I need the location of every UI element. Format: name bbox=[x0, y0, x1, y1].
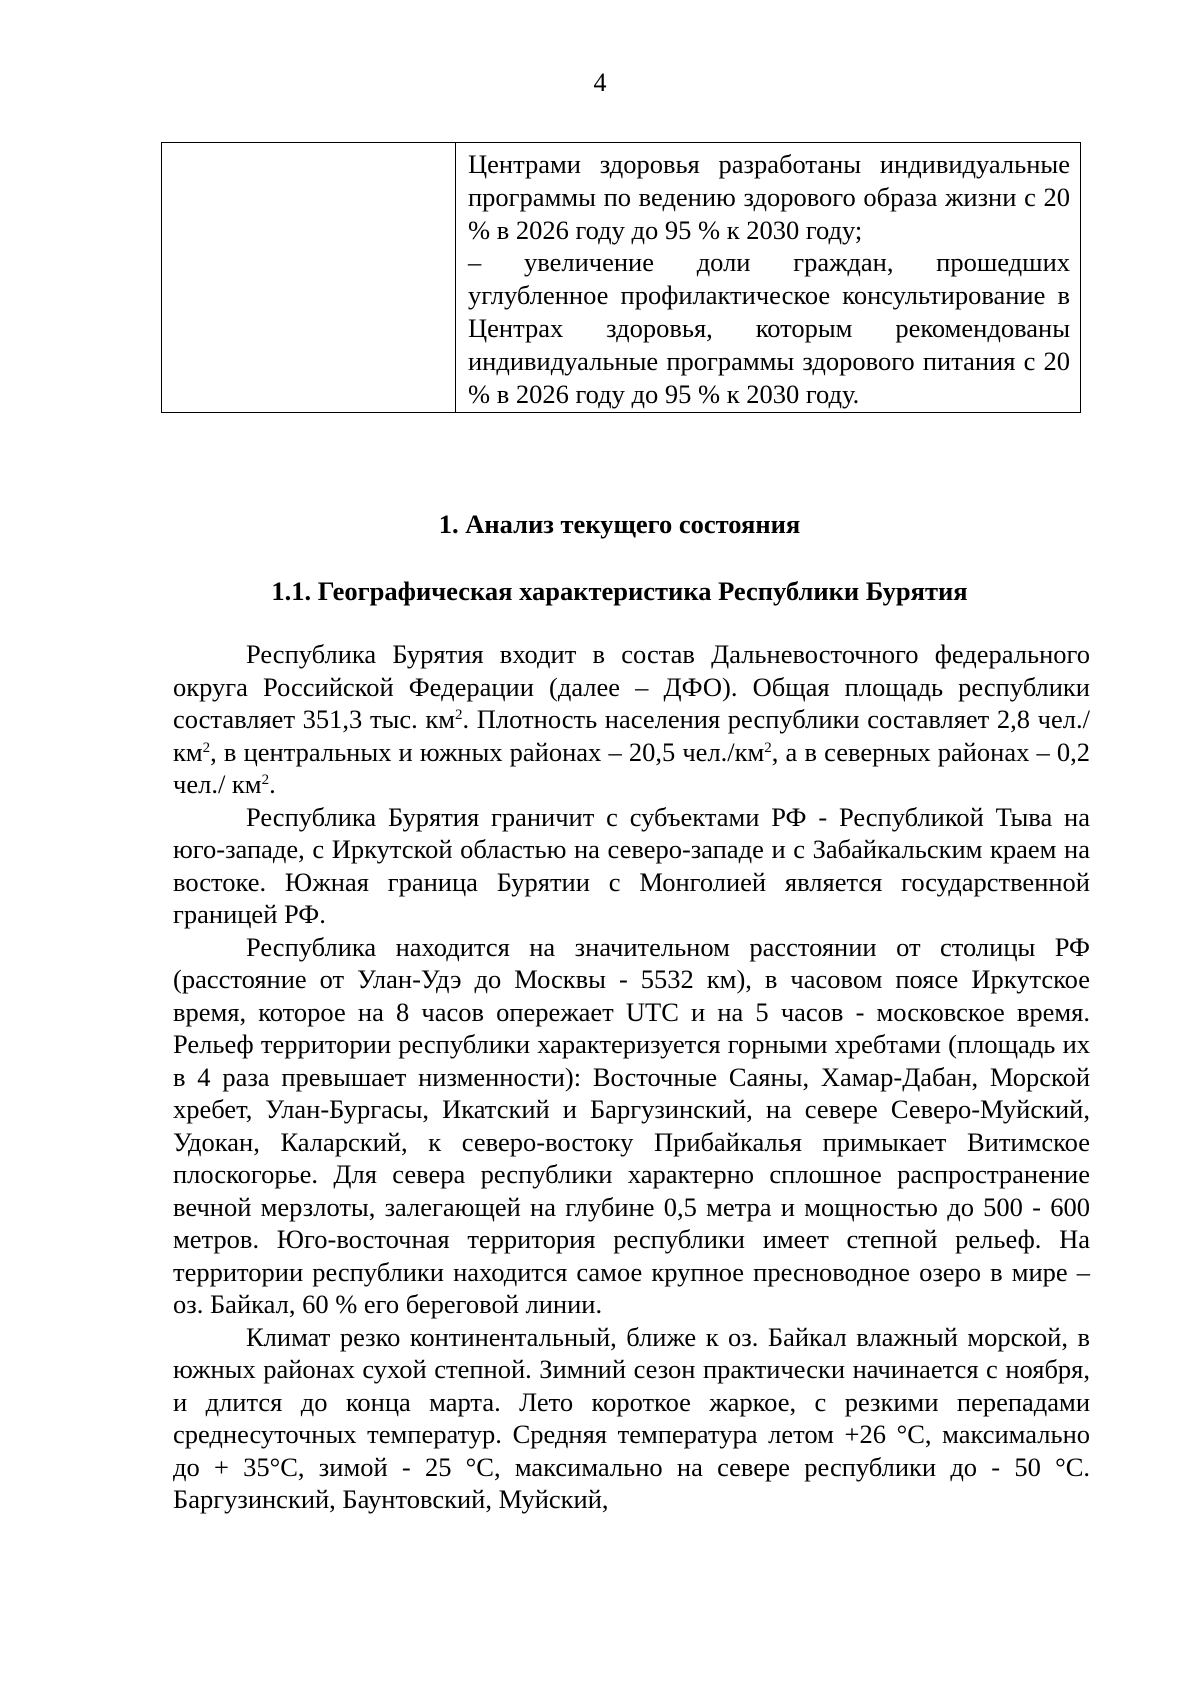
superscript: 2 bbox=[455, 707, 463, 723]
paragraph-borders: Республика Бурятия граничит с субъектами РФ - Республикой Тыва на юго-западе, с Иркутской областью на северо-западе и с Забайкальским краем на востоке. Южная граница Бурятии с Монголией является государственной границей РФ. bbox=[173, 801, 1090, 929]
table-paragraph-nutrition-programs: – увеличение доли граждан, прошедших углубленное профилактическое консультирование в Центрах здоровья, которым рекомендованы индивидуальные программы здорового питания с 20 % в 2026 году до 95 % к 2030 году. bbox=[468, 247, 1070, 409]
table-cell-empty bbox=[162, 143, 456, 413]
continuation-table bbox=[161, 142, 1081, 413]
section-heading: 1. Анализ текущего состояния bbox=[438, 509, 801, 539]
table-cell-text bbox=[456, 143, 1081, 413]
paragraph-text: Республика Бурятия входит в состав Дальневосточного федерального округа Российской Федерации (далее – ДФО). Общая площадь республики составляет 351,3 тыс. км bbox=[173, 639, 1090, 734]
paragraph-climate: Климат резко континентальный, ближе к оз. Байкал влажный морской, в южных районах сухой степной. Зимний сезон практически начинается с ноября, и длится до конца марта. Лето короткое жаркое, с резкими перепадами среднесуточных температур. Средняя температура летом +26 °С, максимально до + 35°С, зимой - 25 °С, максимально на севере республики до - 50 °С. Баргузинский, Баунтовский, Муйский, bbox=[173, 1321, 1090, 1514]
superscript: 2 bbox=[202, 739, 211, 756]
paragraph-relief: Республика находится на значительном расстоянии от столицы РФ (расстояние от Улан-Удэ до Москвы - 5532 км), в часовом поясе Иркутское время, которое на 8 часов опережает UTC и на 5 часов - московское время. Рельеф территории республики характеризуется горными хребтами (площадь их в 4 раза превышает низменности): Восточные Саяны, Хамар-Дабан, Морской хребет, Улан-Бургасы, Икатский и Баргузинский, на севере Северо-Муйский, Удокан, Каларский, к северо-востоку Прибайкалья примыкает Витимское плоскогорье. Для севера республики характерно сплошное распространение вечной мерзлоты, залегающей на глубине 0,5 метра и мощностью до 500 - 600 метров. Юго-восточная территория республики имеет степной рельеф. На территории республики находится самое крупное пресноводное озеро в мире – оз. Байкал, 60 % его береговой линии. bbox=[173, 931, 1090, 1319]
subsection-heading: 1.1. Географическая характеристика Республики Бурятия bbox=[271, 576, 968, 606]
superscript: 2 bbox=[764, 739, 772, 756]
table-row bbox=[162, 143, 1081, 413]
paragraph-text: . bbox=[269, 769, 276, 799]
table-paragraph-health-programs: Центрами здоровья разработаны индивидуальные программы по ведению здорового образа жизни с 20 % в 2026 году до 95 % к 2030 году; bbox=[468, 149, 1070, 245]
paragraph-text: . Плотность населения республики составляет 2,8 чел./км bbox=[173, 704, 1090, 767]
paragraph-area-density bbox=[173, 638, 1090, 801]
body-text bbox=[173, 638, 1090, 1516]
paragraph-text: , а в северных районах – 0,2 чел./ км bbox=[173, 736, 1090, 799]
paragraph-text: , в центральных и южных районах – 20,5 чел./км bbox=[210, 736, 765, 767]
superscript: 2 bbox=[261, 772, 270, 788]
page-number: 4 bbox=[593, 68, 607, 97]
